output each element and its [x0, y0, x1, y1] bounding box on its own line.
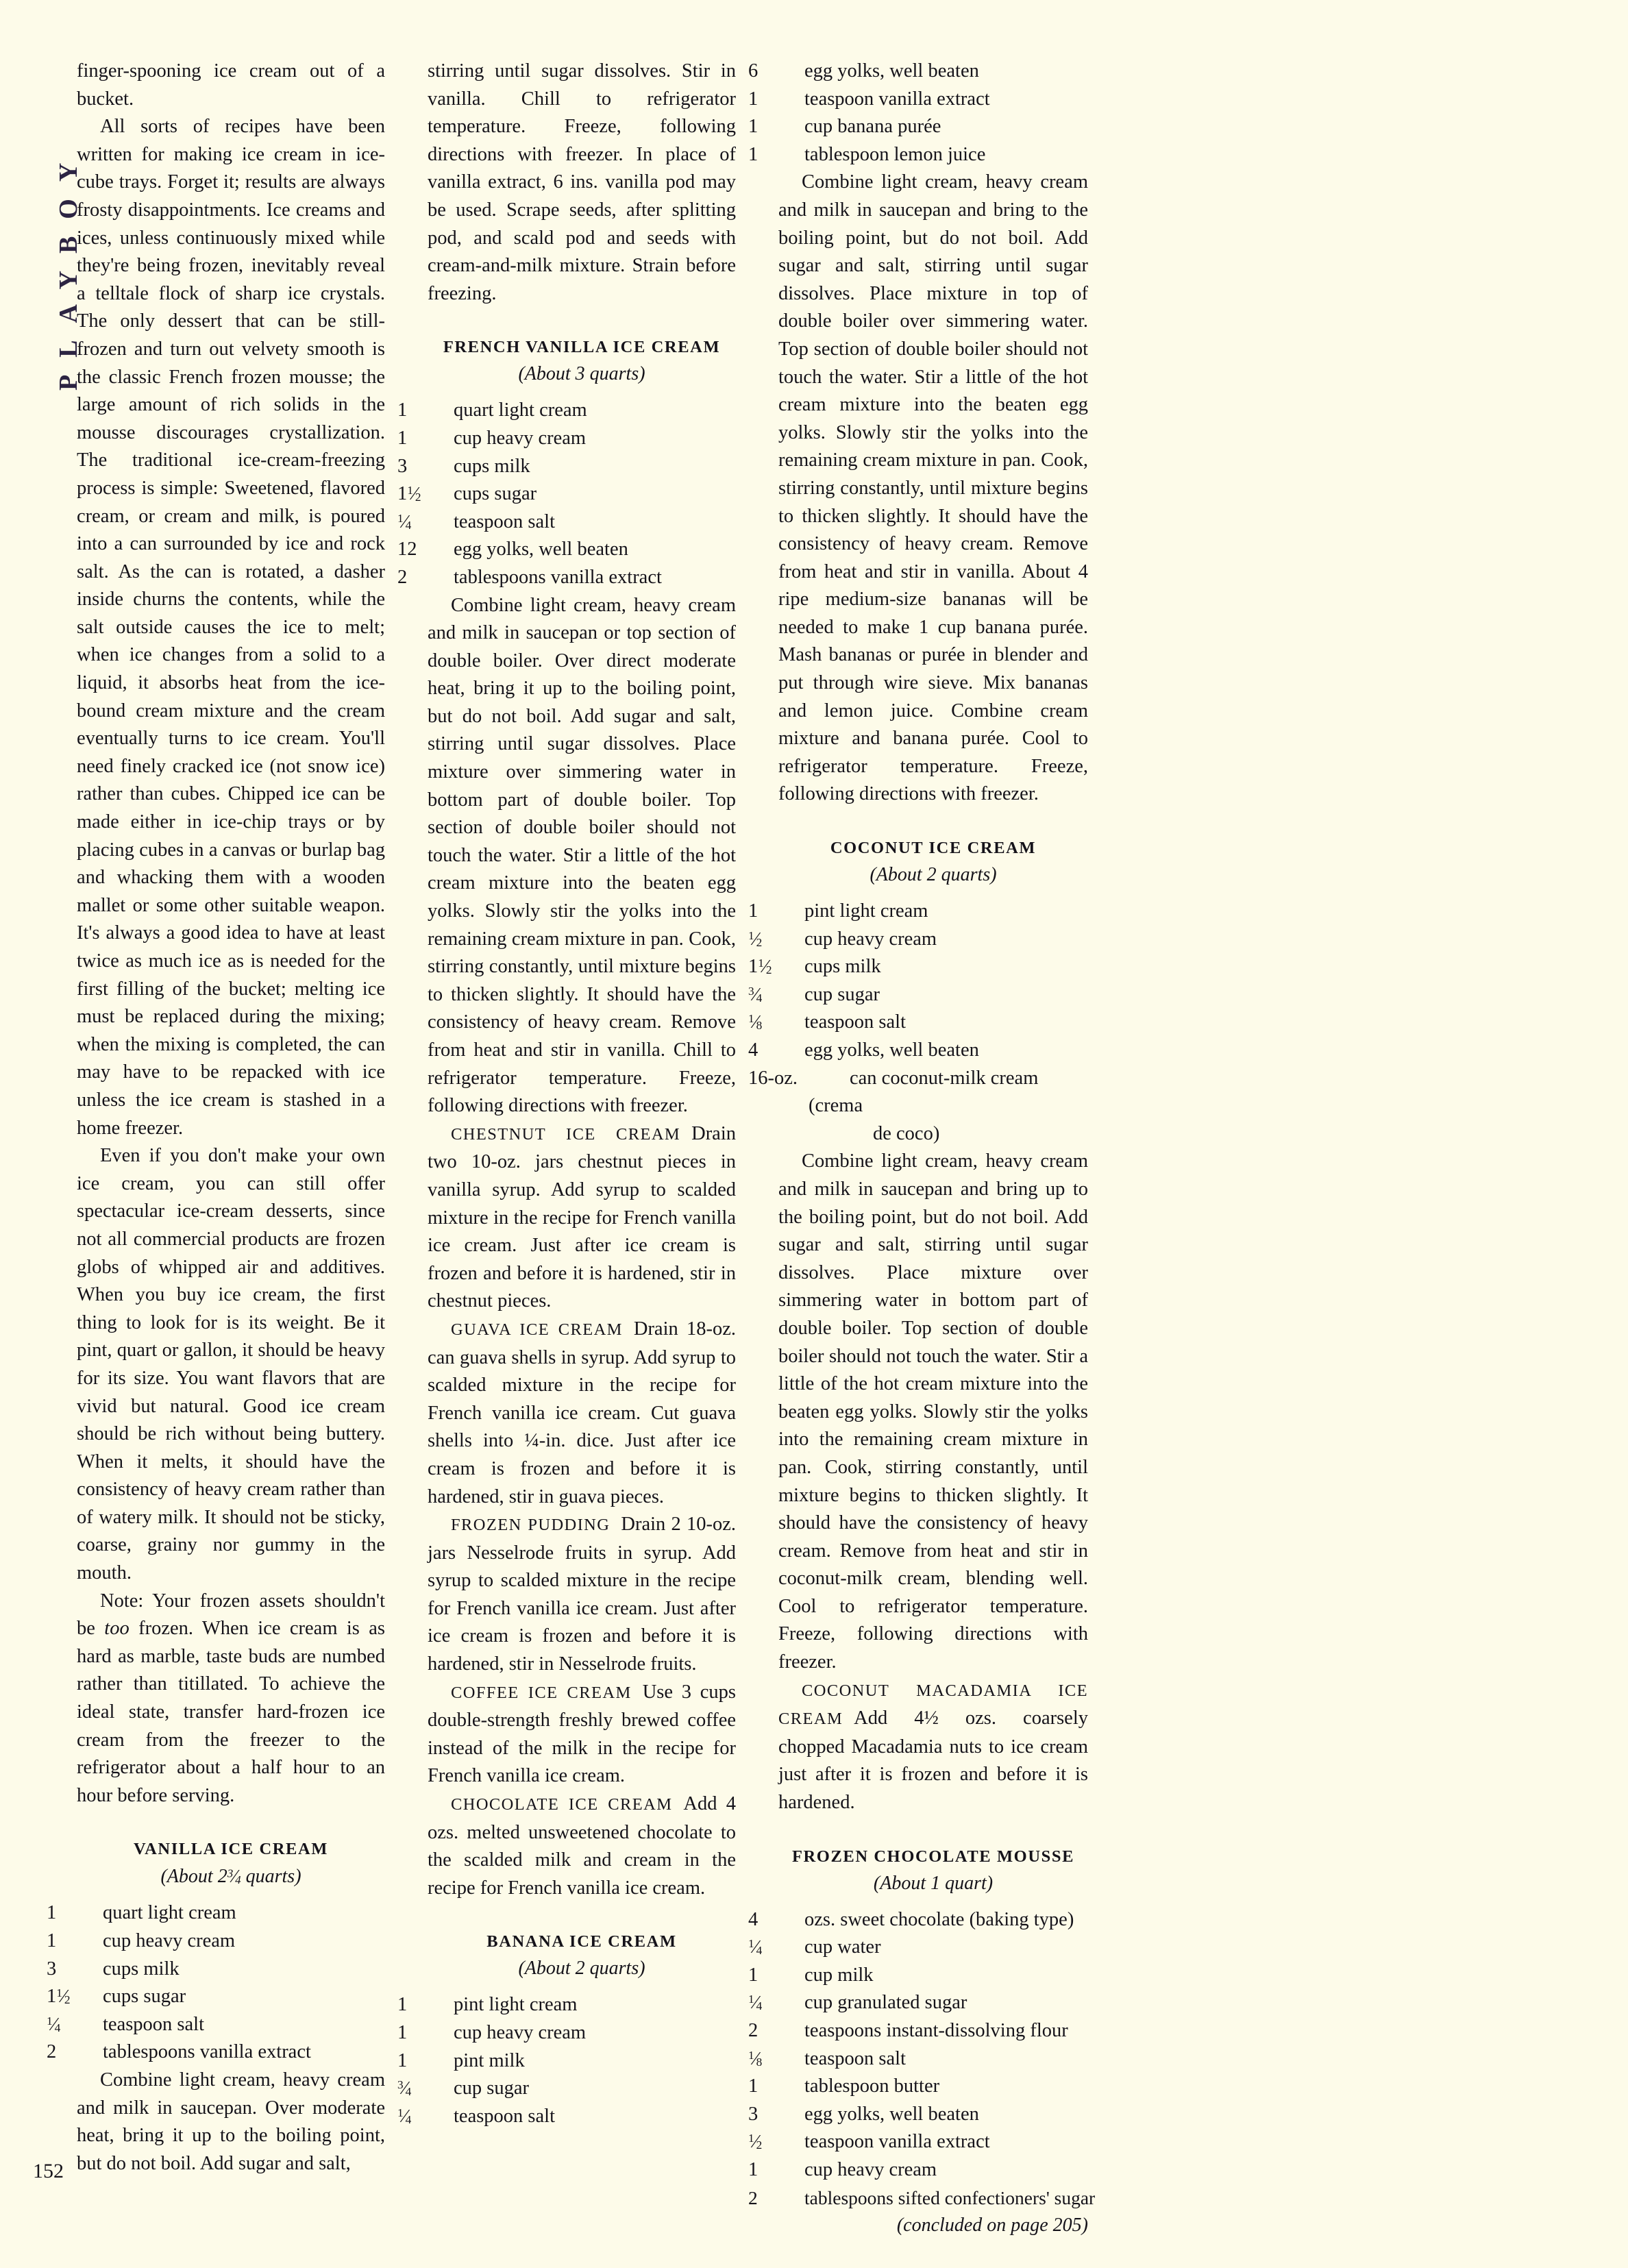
ingredient-text: pint milk — [454, 2049, 525, 2071]
variation-coconut-macadamia — [778, 1677, 1088, 1817]
ingredient-item — [397, 536, 736, 564]
ingredient-text: teaspoon salt — [804, 2047, 907, 2069]
ingredient-item — [748, 1037, 1088, 1065]
ingredient-item — [397, 564, 736, 592]
ingredient-list-french-vanilla — [397, 397, 736, 591]
ingredient-text: cup heavy cream — [454, 2022, 587, 2043]
fraction: $^1⁄_8$ — [748, 2047, 763, 2069]
paragraph-continuation: stirring until sugar dissolves. Stir in vanilla. Chill to refrigerator temperature. Freeze, following directions with freezer. In place of vanilla extract, 6 ins. vanilla pod may be used. Scrape seeds, after splitting pod, and scald pod and seeds with cream-and-milk mixture. Strain before freezing. — [428, 60, 736, 304]
recipe-yield-coconut: (About 2 quarts) — [870, 864, 997, 886]
recipe-method-vanilla: Combine light cream, heavy cream and milk in saucepan. Over moderate heat, bring it up to the boiling point, but do not boil. Add sugar and salt, — [77, 2069, 385, 2174]
ingredient-text: quart light cream — [103, 1902, 236, 1924]
ingredient-amount — [748, 2045, 804, 2073]
ingredient-item — [748, 1989, 1088, 2017]
ingredient-item — [748, 2156, 1088, 2184]
ingredient-item — [397, 508, 736, 537]
ingredient-amount: 1 — [397, 399, 408, 421]
ingredient-amount: $1^1⁄_2$ — [397, 483, 421, 505]
ingredient-list-banana-continued — [748, 58, 1088, 169]
ingredient-text: egg yolks, well beaten — [804, 60, 979, 82]
recipe-title-french-vanilla: FRENCH VANILLA ICE CREAM — [443, 338, 721, 357]
variation-heading: FROZEN PUDDING — [451, 1516, 610, 1535]
note-emphasis: too — [104, 1618, 130, 1640]
variation-text: Drain 2 10-oz. jars Nesselrode fruits in syrup. Add syrup to scalded mixture in the recipe for French vanilla ice cream. Just after ice cream is frozen and before it is hardened, stir in Nesselrode fruits. — [428, 1514, 736, 1675]
ingredient-item — [748, 926, 1088, 954]
variation-frozen-pudding — [428, 1511, 736, 1679]
ingredient-text: pint light cream — [454, 1994, 578, 2016]
variation-chocolate — [428, 1790, 736, 1902]
recipe-method-banana: Combine light cream, heavy cream and milk in saucepan and bring to the boiling point, but do not boil. Add sugar and salt, stirring until sugar dissolves. Place mixture in top of double boiler over simmering water. Top section of double boiler should not touch the water. Stir a little of the hot cream mixture into the beaten egg yolks. Slowly stir the yolks into the remaining cream mixture in pan. Cook, stirring constantly, until mixture begins to thicken slightly. It should have the consistency of heavy cream. Remove from heat and stir in vanilla. About 4 ripe medium-size bananas will be needed to make 1 cup banana purée. Mash bananas or purée in blender and put through wire sieve. Mix bananas and lemon juice. Combine cream mixture and banana purée. Cool to refrigerator temperature. Freeze, following directions with freezer. — [778, 171, 1088, 805]
column-2 — [397, 58, 736, 2168]
ingredient-item — [47, 1983, 385, 2011]
ingredient-amount: 3 — [47, 1958, 57, 1980]
ingredient-amount: $1^1⁄_2$ — [748, 956, 772, 978]
ingredient-text: egg yolks, well beaten — [804, 1039, 979, 1061]
recipe-method-french-vanilla: Combine light cream, heavy cream and milk in saucepan or top section of double boiler. Over direct moderate heat, bring it up to the boiling point, but do not boil. Add sugar and salt, stirring until sugar dissolves. Place mixture over simmering water in bottom part of double boiler. Top section of double boiler should not touch the water. Stir a little of the hot cream mixture into the beaten egg yolks. Slowly stir the yolks into the remaining cream mixture in pan. Cook, stirring constantly, until mixture begins to thicken slightly. It should have the consistency of heavy cream. Remove from heat and stir in vanilla. Chill to refrigerator temperature. Freeze, following directions with freezer. — [428, 594, 736, 1117]
ingredient-text: pint light cream — [804, 900, 928, 922]
ingredient-amount: 1 — [748, 2075, 758, 2097]
ingredient-text: cups sugar — [103, 1986, 186, 2008]
ingredient-text: can coconut-milk cream (crema — [809, 1067, 1039, 1117]
note-text-after: frozen. When ice cream is as hard as marble, taste buds are numbed rather than titillated. To achieve the ideal state, transfer hard-frozen ice cream from the freezer to the refrigerator about a half hour to an hour before serving. — [77, 1618, 385, 1806]
fraction: $^1⁄_2$ — [748, 928, 763, 950]
paragraph: finger-spooning ice cream out of a bucket. — [77, 60, 385, 110]
ingredient-amount — [397, 2075, 454, 2103]
recipe-yield-vanilla: (About $2^3⁄_4$ quarts) — [160, 1866, 301, 1888]
ingredient-amount: 4 — [748, 1039, 758, 1061]
ingredient-item — [397, 425, 736, 453]
ingredient-amount: 1 — [47, 1930, 57, 1951]
ingredient-item — [748, 981, 1088, 1009]
ingredient-amount: 3 — [748, 2103, 758, 2125]
note-paragraph — [77, 1588, 385, 1810]
ingredient-amount — [748, 1989, 804, 2017]
ingredient-text: teaspoon salt — [454, 2105, 556, 2127]
ingredient-amount — [397, 508, 454, 537]
ingredient-text: tablespoons vanilla extract — [454, 566, 662, 588]
ingredient-amount: $1^1⁄_2$ — [47, 1986, 71, 2008]
ingredient-item — [397, 397, 736, 425]
fraction: $^1⁄_8$ — [748, 1011, 763, 1033]
ingredient-amount — [748, 926, 804, 954]
variation-heading: COCONUT MACADAMIA ICE CREAM — [778, 1681, 1088, 1729]
ingredient-amount — [748, 1934, 804, 1962]
ingredient-text: cup milk — [804, 1964, 874, 1986]
recipe-title-coconut: COCONUT ICE CREAM — [830, 839, 1037, 858]
spacer — [428, 308, 736, 317]
ingredient-text: cup heavy cream — [804, 928, 937, 950]
spacer — [778, 1817, 1088, 1827]
ingredient-amount — [397, 2103, 454, 2131]
ingredient-amount: 1 — [748, 1964, 758, 1986]
recipe-title-frozen-chocolate-mousse: FROZEN CHOCOLATE MOUSSE — [791, 1847, 1075, 1866]
playboy-masthead — [19, 82, 83, 397]
ingredient-text: cup sugar — [454, 2078, 530, 2099]
ingredient-text: cup heavy cream — [454, 427, 587, 449]
recipe-yield-french-vanilla: (About 3 quarts) — [518, 363, 645, 385]
recipe-yield-frozen-chocolate-mousse: (About 1 quart) — [873, 1872, 994, 1894]
ingredient-list-vanilla — [47, 1899, 385, 2067]
fraction: $^1⁄_4$ — [748, 1936, 763, 1958]
fraction: $^1⁄_4$ — [748, 1992, 763, 2014]
ingredient-amount: 1 — [748, 900, 758, 922]
ingredient-text: tablespoons sifted confectioners' sugar — [804, 2186, 1096, 2208]
spacer — [77, 1810, 385, 1819]
ingredient-item — [748, 2073, 1088, 2101]
fraction: $^1⁄_2$ — [407, 483, 421, 505]
ingredient-amount: 1 — [748, 2158, 758, 2180]
ingredient-amount: 1 — [397, 427, 408, 449]
ingredient-list-frozen-chocolate-mousse — [748, 1906, 1096, 2212]
ingredient-text: cup heavy cream — [804, 2158, 937, 2180]
ingredient-list-coconut — [748, 898, 1088, 1148]
ingredient-amount: 1 — [748, 143, 758, 165]
variation-heading: CHOCOLATE ICE CREAM — [451, 1795, 673, 1814]
ingredient-amount: 1 — [397, 1994, 408, 2016]
ingredient-text: cups milk — [454, 455, 530, 477]
ingredient-text-continued: de coco) — [873, 1122, 940, 1144]
ingredient-amount: 1 — [397, 2022, 408, 2043]
ingredient-item — [397, 1991, 736, 2019]
variation-chestnut — [428, 1120, 736, 1316]
ingredient-amount: 1 — [47, 1902, 57, 1924]
ingredient-text: teaspoon vanilla extract — [804, 88, 990, 110]
ingredient-item — [748, 1009, 1088, 1037]
ingredient-text: tablespoons vanilla extract — [103, 2041, 311, 2063]
variation-guava — [428, 1316, 736, 1511]
ingredient-text: cup granulated sugar — [804, 1992, 967, 2014]
ingredient-text: teaspoon salt — [454, 510, 556, 532]
ingredient-item — [748, 1934, 1088, 1962]
yield-whole: 2 — [217, 1866, 227, 1888]
ingredient-text: teaspoon salt — [103, 2013, 205, 2035]
ingredient-amount: 2 — [748, 2020, 758, 2041]
variation-text: Drain two 10-oz. jars chestnut pieces in vanilla syrup. Add syrup to scalded mixture in the recipe for French vanilla ice cream. Just after ice cream is frozen and before it is hardened, stir in chestnut pieces. — [428, 1122, 736, 1312]
recipe-yield-banana: (About 2 quarts) — [518, 1958, 645, 1980]
ingredient-item — [748, 1065, 1088, 1148]
ingredient-item — [47, 2038, 385, 2067]
ingredient-amount: 1 — [748, 88, 758, 110]
fraction: $^1⁄_2$ — [748, 2131, 763, 2153]
variation-text: Use 3 cups double-strength freshly brewed coffee instead of the milk in the recipe for French vanilla ice cream. — [428, 1681, 736, 1787]
recipe-title-vanilla: VANILLA ICE CREAM — [133, 1840, 329, 1859]
ingredient-item — [47, 1899, 385, 1927]
variation-text: Add 4½ ozs. coarsely chopped Macadamia nuts to ice cream just after it is frozen and before it is hardened. — [778, 1708, 1088, 1814]
ingredient-text: cups milk — [804, 956, 881, 978]
ingredient-item — [47, 2011, 385, 2039]
variation-text: Add 4 ozs. melted unsweetened chocolate to the scalded milk and cream in the recipe for French vanilla ice cream. — [428, 1793, 736, 1899]
ingredient-amount — [748, 981, 804, 1009]
ingredient-item — [397, 453, 736, 481]
ingredient-item — [748, 2184, 1096, 2212]
ingredient-text: teaspoon vanilla extract — [804, 2131, 990, 2153]
fraction: $^3⁄_4$ — [748, 983, 763, 1005]
ingredient-item — [397, 480, 736, 508]
variation-heading: CHESTNUT ICE CREAM — [451, 1124, 681, 1144]
recipe-method-coconut: Combine light cream, heavy cream and milk in saucepan and bring up to the boiling point, but do not boil. Add sugar and salt, stirring until sugar dissolves. Place mixture over simmering water in bottom part of double boiler. Top section of double boiler should not touch the water. Stir a little of the hot cream mixture into the beaten egg yolks. Slowly stir the yolks into the remaining cream mixture in pan. Cook, stirring constantly, until mixture begins to thicken slightly. It should have the consistency of heavy cream. Remove from heat and stir in coconut-milk cream, blending well. Cool to refrigerator temperature. Freeze, following directions with freezer. — [778, 1150, 1088, 1673]
ingredient-item — [748, 2128, 1088, 2156]
fraction: $^3⁄_4$ — [397, 2078, 412, 2099]
ingredient-item — [748, 2101, 1088, 2129]
ingredient-amount: 12 — [397, 539, 417, 560]
ingredient-text: cup banana purée — [804, 116, 941, 138]
variation-heading: GUAVA ICE CREAM — [451, 1320, 623, 1339]
ingredient-text: cup sugar — [804, 983, 880, 1005]
ingredient-text: quart light cream — [454, 399, 587, 421]
ingredient-item — [397, 2075, 736, 2103]
ingredient-text: cups sugar — [454, 483, 537, 505]
ingredient-text: tablespoon lemon juice — [804, 143, 986, 165]
ingredient-text: cup water — [804, 1936, 881, 1958]
ingredient-amount: 2 — [748, 2186, 758, 2208]
fraction: $^3⁄_4$ — [227, 1866, 241, 1887]
spacer — [778, 809, 1088, 818]
ingredient-amount: 1 — [748, 116, 758, 138]
ingredient-amount — [748, 2128, 804, 2156]
variation-heading: COFFEE ICE CREAM — [451, 1683, 632, 1702]
note-text-before: Note: Your frozen assets shouldn't be — [77, 1590, 385, 1640]
fraction: $^1⁄_4$ — [397, 2105, 412, 2127]
ingredient-item — [748, 2017, 1088, 2045]
page-number: 152 — [33, 2160, 64, 2182]
ingredient-item — [748, 86, 1088, 114]
ingredient-amount: 2 — [47, 2041, 57, 2063]
ingredient-text: tablespoon butter — [804, 2075, 940, 2097]
ingredient-amount: 1 — [397, 2049, 408, 2071]
ingredient-text: teaspoons instant-dissolving flour — [804, 2020, 1068, 2041]
ingredient-item — [397, 2047, 736, 2075]
fraction: $^1⁄_2$ — [56, 1986, 71, 2008]
ingredient-item — [47, 1927, 385, 1956]
ingredient-text: cups milk — [103, 1958, 180, 1980]
variation-coffee — [428, 1679, 736, 1790]
ingredient-text: egg yolks, well beaten — [454, 539, 628, 560]
masthead-label: PLAYBOY — [54, 145, 83, 391]
ingredient-item — [748, 1906, 1088, 1934]
concluded-on-page: (concluded on page 205) — [896, 2215, 1088, 2236]
ingredient-text: teaspoon salt — [804, 1011, 907, 1033]
paragraph: All sorts of recipes have been written for making ice cream in ice-cube trays. Forget it; results are always frosty disappointments. Ice creams and ices, unless continuously mixed while they're being frozen, inevitably reveal a telltale flock of sharp ice crystals. The only dessert that can be still-frozen and turn out velvety smooth is the classic French frozen mousse; the large amount of rich solids in the mousse discourages crystallization. The traditional ice-cream-freezing process is simple: Sweetened, flavored cream, or cream and milk, is poured into a can surrounded by ice and rock salt. As the can is rotated, a dasher inside churns the contents, while the salt outside causes the ice to melt; when ice changes from a solid to a liquid, it absorbs heat from the ice-bound cream mixture and the cream eventually turns to ice cream. You'll need finely cracked ice (not snow ice) rather than cubes. Chipped ice can be made either in ice-chip trays or by placing cubes in a canvas or burlap bag and whacking them with a wooden mallet or some other suitable weapon. It's always a good idea to have at least twice as much ice as is needed for the first filling of the bucket; melting ice must be replaced during the mixing; when the mixing is completed, the can may have to be repacked with ice unless the ice cream is stashed in a home freezer. — [77, 116, 385, 1139]
ingredient-amount: 4 — [748, 1908, 758, 1930]
ingredient-item — [748, 1962, 1088, 1990]
fraction: $^1⁄_4$ — [397, 510, 412, 532]
ingredient-item — [748, 58, 1088, 86]
ingredient-amount: 2 — [397, 566, 408, 588]
ingredient-text: cup heavy cream — [103, 1930, 236, 1951]
fraction: $^1⁄_4$ — [47, 2013, 61, 2035]
ingredient-text: ozs. sweet chocolate (baking type) — [804, 1908, 1074, 1930]
column-3 — [748, 58, 1096, 2236]
ingredient-text: egg yolks, well beaten — [804, 2103, 979, 2125]
ingredient-amount: 16-oz. — [748, 1067, 798, 1089]
paragraph: Even if you don't make your own ice cream, you can still offer spectacular ice-cream desserts, since not all commercial products are frozen globs of whipped air and additives. When you buy ice cream, the first thing to look for is its weight. Be it pint, quart or gallon, it should be heavy for its size. You want flavors that are vivid but natural. Good ice cream should be rich without being buttery. When it melts, it should have the consistency of heavy cream rather than of watery milk. It should not be sticky, coarse, grainy nor gummy in the mouth. — [77, 1145, 385, 1584]
ingredient-item — [748, 113, 1088, 141]
variation-text: Drain 18-oz. can guava shells in syrup. Add syrup to scalded mixture in the recipe for French vanilla ice cream. Cut guava shells into ¼-in. dice. Just after ice cream is frozen and before it is hardened, stir in guava pieces. — [428, 1318, 736, 1507]
ingredient-list-banana — [397, 1991, 736, 2130]
spacer — [428, 1902, 736, 1912]
ingredient-item — [748, 141, 1088, 169]
ingredient-item — [47, 1956, 385, 1984]
ingredient-item — [748, 898, 1088, 926]
ingredient-amount — [47, 2011, 103, 2039]
recipe-title-banana: BANANA ICE CREAM — [486, 1932, 677, 1951]
ingredient-amount — [748, 1009, 804, 1037]
ingredient-item — [748, 953, 1088, 981]
ingredient-amount: 6 — [748, 60, 758, 82]
ingredient-item — [397, 2103, 736, 2131]
fraction: $^1⁄_2$ — [758, 956, 772, 978]
ingredient-item — [748, 2045, 1088, 2073]
ingredient-item — [397, 2019, 736, 2047]
ingredient-amount: 3 — [397, 455, 408, 477]
